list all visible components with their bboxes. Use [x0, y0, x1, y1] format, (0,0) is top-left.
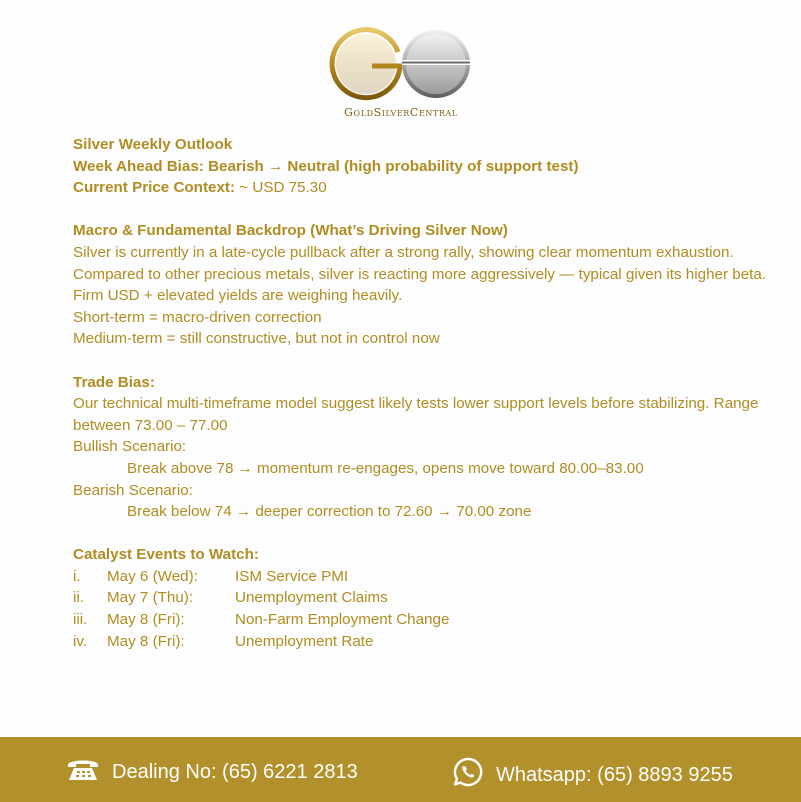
- price-value: ~ USD 75.30: [239, 179, 327, 197]
- trade-paragraph: Our technical multi-timeframe model suggest likely tests lower support levels before stabilizing. Range between 73.00 – 77.00: [73, 395, 759, 434]
- dealing-contact[interactable]: [66, 756, 358, 788]
- bullish-text: Break above 78 → momentum re-engages, opens move toward 80.00–83.00: [127, 459, 644, 477]
- catalyst-item: [73, 587, 773, 609]
- bullish-label: Bullish Scenario:: [73, 438, 187, 456]
- catalyst-event: Unemployment Claims: [235, 589, 388, 607]
- catalyst-item: [73, 609, 773, 631]
- whatsapp-icon: [452, 756, 484, 794]
- catalyst-number: iv.: [73, 632, 88, 650]
- catalyst-number: i.: [73, 567, 81, 585]
- catalyst-item: [73, 566, 773, 588]
- catalyst-event: Non-Farm Employment Change: [235, 611, 450, 629]
- contact-footer: [0, 737, 801, 802]
- catalyst-number: ii.: [73, 589, 84, 607]
- bearish-text: Break below 74 → deeper correction to 72.60 → 70.00 zone: [127, 503, 532, 521]
- dealing-number: Dealing No: (65) 6221 2813: [112, 760, 358, 783]
- catalyst-number: iii.: [73, 611, 88, 629]
- telephone-icon: [66, 756, 100, 788]
- brand-logo: [328, 22, 474, 128]
- catalyst-item: [73, 631, 773, 653]
- bias-value: Bearish → Neutral (high probability of support test): [208, 157, 579, 175]
- bearish-label: Bearish Scenario:: [73, 481, 193, 499]
- catalyst-date: May 8 (Fri):: [107, 632, 185, 650]
- macro-heading: Macro & Fundamental Backdrop (What’s Driving Silver Now): [73, 222, 508, 240]
- macro-line-1: Firm USD + elevated yields are weighing heavily.: [73, 287, 403, 305]
- whatsapp-number: Whatsapp: (65) 8893 9255: [496, 763, 733, 786]
- outlook-content: [73, 134, 773, 652]
- price-label: Current Price Context:: [73, 179, 236, 197]
- gs-logo-mark: [328, 22, 474, 106]
- logo-wordmark: GoldSilverCentral: [344, 106, 458, 119]
- outlook-title: Silver Weekly Outlook: [73, 136, 233, 153]
- bias-label: Week Ahead Bias:: [73, 157, 204, 175]
- catalyst-date: May 6 (Wed):: [107, 567, 198, 585]
- catalyst-date: May 8 (Fri):: [107, 611, 185, 629]
- catalyst-heading: Catalyst Events to Watch:: [73, 546, 259, 564]
- price-line: [73, 177, 773, 199]
- macro-line-3: Medium-term = still constructive, but not in control now: [73, 330, 440, 348]
- bias-line: [73, 156, 773, 178]
- whatsapp-contact[interactable]: [452, 756, 733, 794]
- trade-heading: Trade Bias:: [73, 373, 155, 391]
- catalyst-event: ISM Service PMI: [235, 567, 349, 585]
- macro-line-2: Short-term = macro-driven correction: [73, 308, 322, 326]
- macro-paragraph: Silver is currently in a late-cycle pullback after a strong rally, showing clear momentum exhaustion. Compared to other precious metals, silver is reacting more aggressively — typical given its higher beta.: [73, 243, 767, 283]
- catalyst-event: Unemployment Rate: [235, 632, 374, 650]
- catalyst-date: May 7 (Thu):: [107, 589, 194, 607]
